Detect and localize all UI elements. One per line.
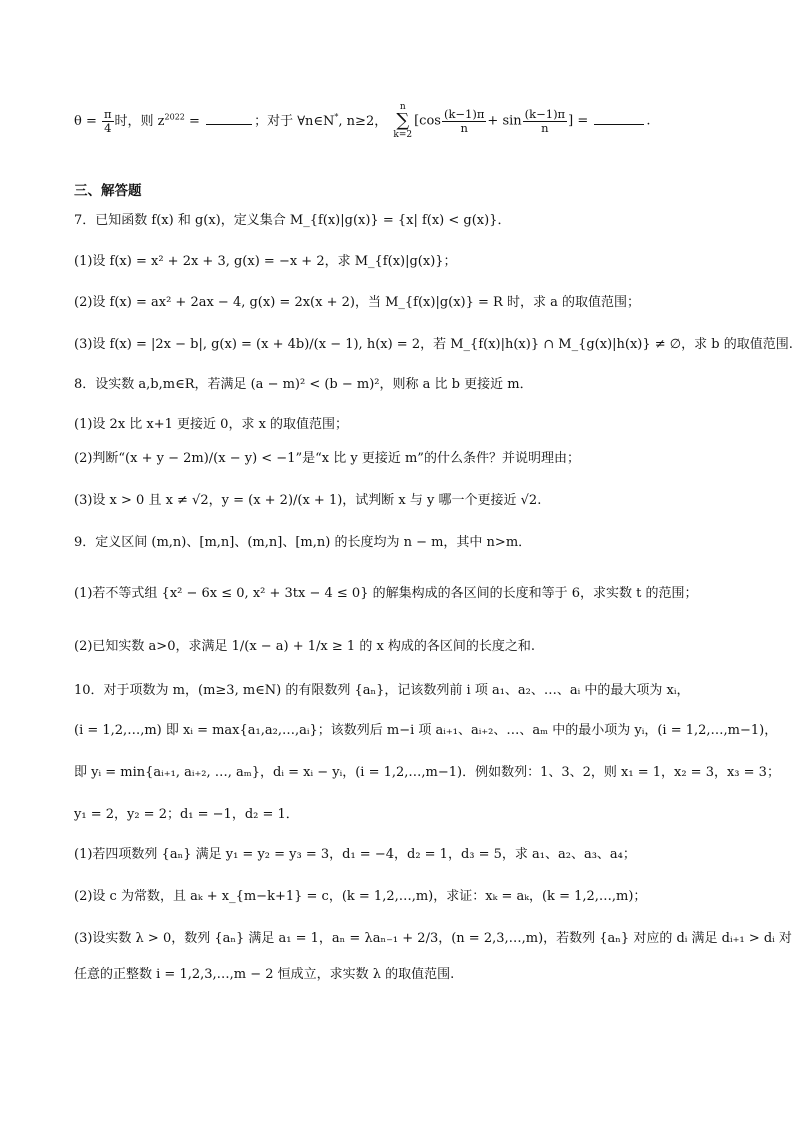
top-line-part1: θ = $\frac{\pi}{4}$ 时，则 $z^{2022}$ = ；对于 ∀n∈N*, n≥2， [74,106,388,135]
q10-part2: (2)设 c 为常数，且 aₖ + x_{m−k+1} = c，(k = 1,2,…,m)，求证：xₖ = aₖ，(k = 1,2,…,m)； [74,889,647,904]
q10-line1: 10．对于项数为 m，(m≥3, m∈N) 的有限数列 {aₙ}，记该数列前 i 项 a₁、a₂、…、aᵢ 中的最大项为 xᵢ， [74,683,690,698]
q7-part2: (2)设 f(x) = ax² + 2ax − 4, g(x) = 2x(x + 2)，当 M_{f(x)|g(x)} = R 时，求 a 的取值范围； [74,295,640,310]
q10-line4: y₁ = 2，y₂ = 2；d₁ = −1，d₂ = 1． [74,807,299,822]
q9-part2: (2)已知实数 a>0，求满足 1/(x − a) + 1/x ≥ 1 的 x 构成的各区间的长度之和. [74,639,536,654]
q10-part3b: 任意的正整数 i = 1,2,3,…,m − 2 恒成立，求实数 λ 的取值范围. [74,967,455,982]
q7-stem: 7．已知函数 f(x) 和 g(x)，定义集合 M_{f(x)|g(x)} = {x| f(x) < g(x)}． [74,213,511,228]
top-formula-line: θ = $\frac{\pi}{4}$ 时，则 $z^{2022}$ = ；对于 ∀n∈N*, n≥2， n ∑ k=2 [cos $\frac{(k-1)\pi}{n}$ + sin $\frac{(k-1)\pi}{n}$ ] = . [74,102,651,140]
q10-line2: (i = 1,2,…,m) 即 xᵢ = max{a₁,a₂,…,aᵢ}；该数列后 m−i 项 aᵢ₊₁、aᵢ₊₂、…、aₘ 中的最小项为 yᵢ，(i = 1,2,…,m−1)， [74,723,778,738]
q9-stem: 9．定义区间 (m,n)、[m,n]、(m,n]、[m,n) 的长度均为 n − m，其中 n>m． [74,535,532,550]
q7-part3: (3)设 f(x) = |2x − b|, g(x) = (x + 4b)/(x − 1), h(x) = 2，若 M_{f(x)|h(x)} ∩ M_{g(x)|h(x)} ≠ ∅，求 b 的取值范围. [74,337,793,352]
q10-part1: (1)若四项数列 {aₙ} 满足 y₁ = y₂ = y₃ = 3，d₁ = −4，d₂ = 1，d₃ = 5，求 a₁、a₂、a₃、a₄； [74,847,636,862]
q10-line3: 即 yᵢ = min{aᵢ₊₁, aᵢ₊₂, …, aₘ}，dᵢ = xᵢ − yᵢ，(i = 1,2,…,m−1)．例如数列：1、3、2，则 x₁ = 1，x₂ = 3，x₃ = 3； [74,765,780,780]
q8-part2: (2)判断“(x + y − 2m)/(x − y) < −1”是“x 比 y 更接近 m”的什么条件？并说明理由； [74,451,580,466]
q8-part3: (3)设 x > 0 且 x ≠ √2，y = (x + 2)/(x + 1)，试判断 x 与 y 哪一个更接近 √2. [74,493,542,508]
q8-stem: 8．设实数 a,b,m∈R，若满足 (a − m)² < (b − m)²，则称 a 比 b 更接近 m． [74,377,533,392]
q9-part1: (1)若不等式组 {x² − 6x ≤ 0, x² + 3tx − 4 ≤ 0} 的解集构成的各区间的长度和等于 6，求实数 t 的范围； [74,586,698,601]
q7-part1: (1)设 f(x) = x² + 2x + 3, g(x) = −x + 2，求 M_{f(x)|g(x)}； [74,254,457,269]
section-title: 三、解答题 [74,183,142,199]
q8-part1: (1)设 2x 比 x+1 更接近 0，求 x 的取值范围； [74,417,349,432]
q10-part3a: (3)设实数 λ > 0，数列 {aₙ} 满足 a₁ = 1，aₙ = λaₙ₋₁ + 2/3，(n = 2,3,…,m)，若数列 {aₙ} 对应的 dᵢ 满足 dᵢ₊₁ > dᵢ 对 [74,931,792,946]
